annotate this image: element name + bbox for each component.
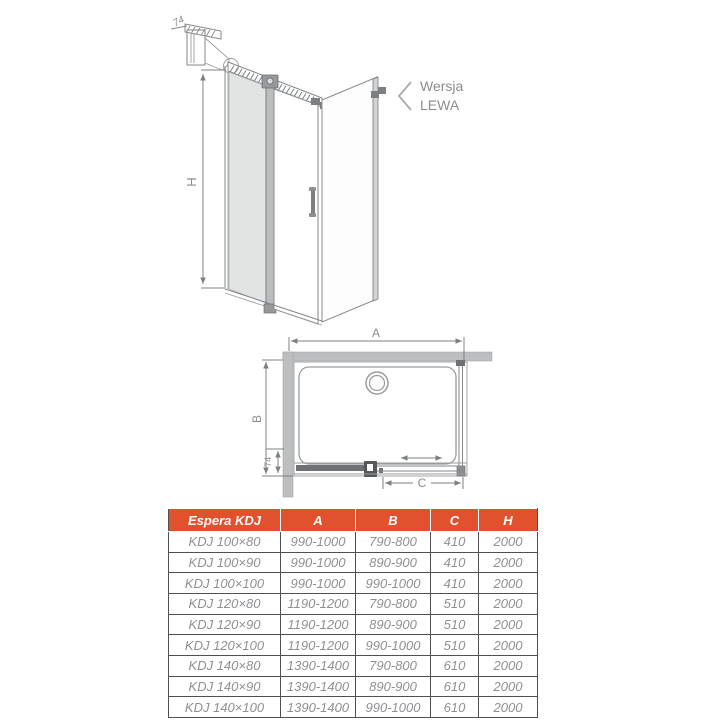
value-cell: 610	[431, 697, 479, 718]
hatch-line	[258, 77, 262, 84]
table-row	[169, 532, 538, 553]
table-row	[169, 552, 538, 573]
hatch-line	[278, 84, 282, 91]
value-cell: 990-1000	[356, 635, 431, 656]
hatch-line	[254, 75, 258, 82]
table-row	[169, 593, 538, 614]
side-panel-frame	[373, 77, 378, 301]
value-cell: 2000	[479, 697, 538, 718]
handle-bar	[311, 189, 315, 216]
side-panel-clamp	[378, 87, 386, 94]
hatch-line	[250, 73, 254, 80]
detail-dimension-label: 74	[171, 14, 187, 30]
value-cell: 510	[431, 635, 479, 656]
side-panel-wall-bracket	[456, 360, 465, 366]
header-cell-b: B	[356, 509, 431, 532]
value-cell: 2000	[479, 593, 538, 614]
value-cell: 1390-1400	[281, 655, 356, 676]
hatch-line	[207, 30, 211, 36]
h-dimension-label: H	[184, 177, 199, 187]
header-cell-series: Espera KDJ	[169, 509, 281, 532]
hatch-line	[242, 70, 246, 77]
header-cell-h: H	[479, 509, 538, 532]
value-cell: 2000	[479, 573, 538, 594]
value-cell: 2000	[479, 655, 538, 676]
header-cell-c: C	[431, 509, 479, 532]
spec-table-header	[169, 509, 538, 532]
value-cell: 990-1000	[281, 532, 356, 553]
value-cell: 510	[431, 593, 479, 614]
value-cell: 990-1000	[281, 552, 356, 573]
dimension-c	[383, 476, 463, 490]
value-cell: 790-800	[356, 593, 431, 614]
hatch-line	[246, 72, 250, 79]
handle-cap-top	[309, 187, 316, 191]
table-row	[169, 573, 538, 594]
offset-dimension-label: 74	[263, 456, 273, 468]
header-cell-a: A	[281, 509, 356, 532]
model-cell: KDJ 100×100	[169, 573, 281, 594]
value-cell: 2000	[479, 532, 538, 553]
model-cell: KDJ 120×100	[169, 635, 281, 656]
side-panel-glass	[322, 77, 377, 322]
table-row	[169, 655, 538, 676]
hatch-line	[238, 69, 242, 76]
side-panel-clamp	[371, 91, 379, 98]
model-cell: KDJ 140×80	[169, 655, 281, 676]
spec-table	[168, 508, 538, 718]
tray-inner-edge	[299, 367, 456, 464]
version-label-line2: LEWA	[420, 97, 460, 113]
model-cell: KDJ 120×80	[169, 593, 281, 614]
wall-left	[283, 352, 293, 497]
value-cell: 1390-1400	[281, 676, 356, 697]
a-dimension-label: A	[371, 326, 381, 340]
version-label-line1: Wersja	[420, 78, 464, 94]
value-cell: 610	[431, 655, 479, 676]
value-cell: 990-1000	[356, 697, 431, 718]
value-cell: 410	[431, 532, 479, 553]
door-post	[266, 85, 274, 313]
model-cell: KDJ 140×90	[169, 676, 281, 697]
hatch-line	[230, 66, 234, 73]
value-cell: 410	[431, 552, 479, 573]
hatch-line	[212, 31, 216, 37]
value-cell: 2000	[479, 614, 538, 635]
wall-top	[283, 352, 492, 361]
corner-clamp	[311, 98, 320, 105]
value-cell: 790-800	[356, 655, 431, 676]
value-cell: 410	[431, 573, 479, 594]
model-cell: KDJ 120×90	[169, 614, 281, 635]
version-label	[399, 78, 464, 113]
hatch-line	[286, 87, 290, 94]
value-cell: 1390-1400	[281, 697, 356, 718]
handle-cap-bottom	[309, 213, 316, 217]
hatch-line	[282, 86, 286, 93]
fixed-rail-bar	[296, 465, 370, 471]
height-dimension	[184, 70, 226, 288]
hatch-line	[294, 90, 298, 97]
value-cell: 1190-1200	[281, 614, 356, 635]
value-cell: 610	[431, 676, 479, 697]
value-cell: 2000	[479, 635, 538, 656]
roller-wheel	[267, 78, 273, 84]
model-cell: KDJ 100×90	[169, 552, 281, 573]
value-cell: 890-900	[356, 614, 431, 635]
b-dimension-label: B	[250, 414, 264, 424]
value-cell: 2000	[479, 676, 538, 697]
value-cell: 890-900	[356, 552, 431, 573]
detail-callout-wedge	[205, 38, 229, 70]
c-dimension-label: C	[417, 476, 427, 490]
plan-view	[250, 326, 492, 497]
enclosure-drawing	[225, 62, 386, 325]
spec-table-body	[169, 532, 538, 718]
value-cell: 510	[431, 614, 479, 635]
fixed-glass-panel	[229, 72, 266, 303]
table-row	[169, 614, 538, 635]
value-cell: 1190-1200	[281, 593, 356, 614]
table-row	[169, 676, 538, 697]
hatch-line	[290, 89, 294, 96]
model-cell: KDJ 140×100	[169, 697, 281, 718]
front-isometric-view	[171, 14, 464, 325]
value-cell: 990-1000	[281, 573, 356, 594]
value-cell: 790-800	[356, 532, 431, 553]
value-cell: 2000	[479, 552, 538, 573]
table-row	[169, 697, 538, 718]
hatch-line	[197, 28, 201, 34]
table-row	[169, 635, 538, 656]
value-cell: 990-1000	[356, 573, 431, 594]
chevron-left-icon	[399, 82, 411, 110]
value-cell: 890-900	[356, 676, 431, 697]
header-row	[169, 509, 538, 532]
value-cell: 1190-1200	[281, 635, 356, 656]
hatch-line	[298, 92, 302, 99]
model-cell: KDJ 100×80	[169, 532, 281, 553]
rail-center-notch	[367, 464, 373, 471]
